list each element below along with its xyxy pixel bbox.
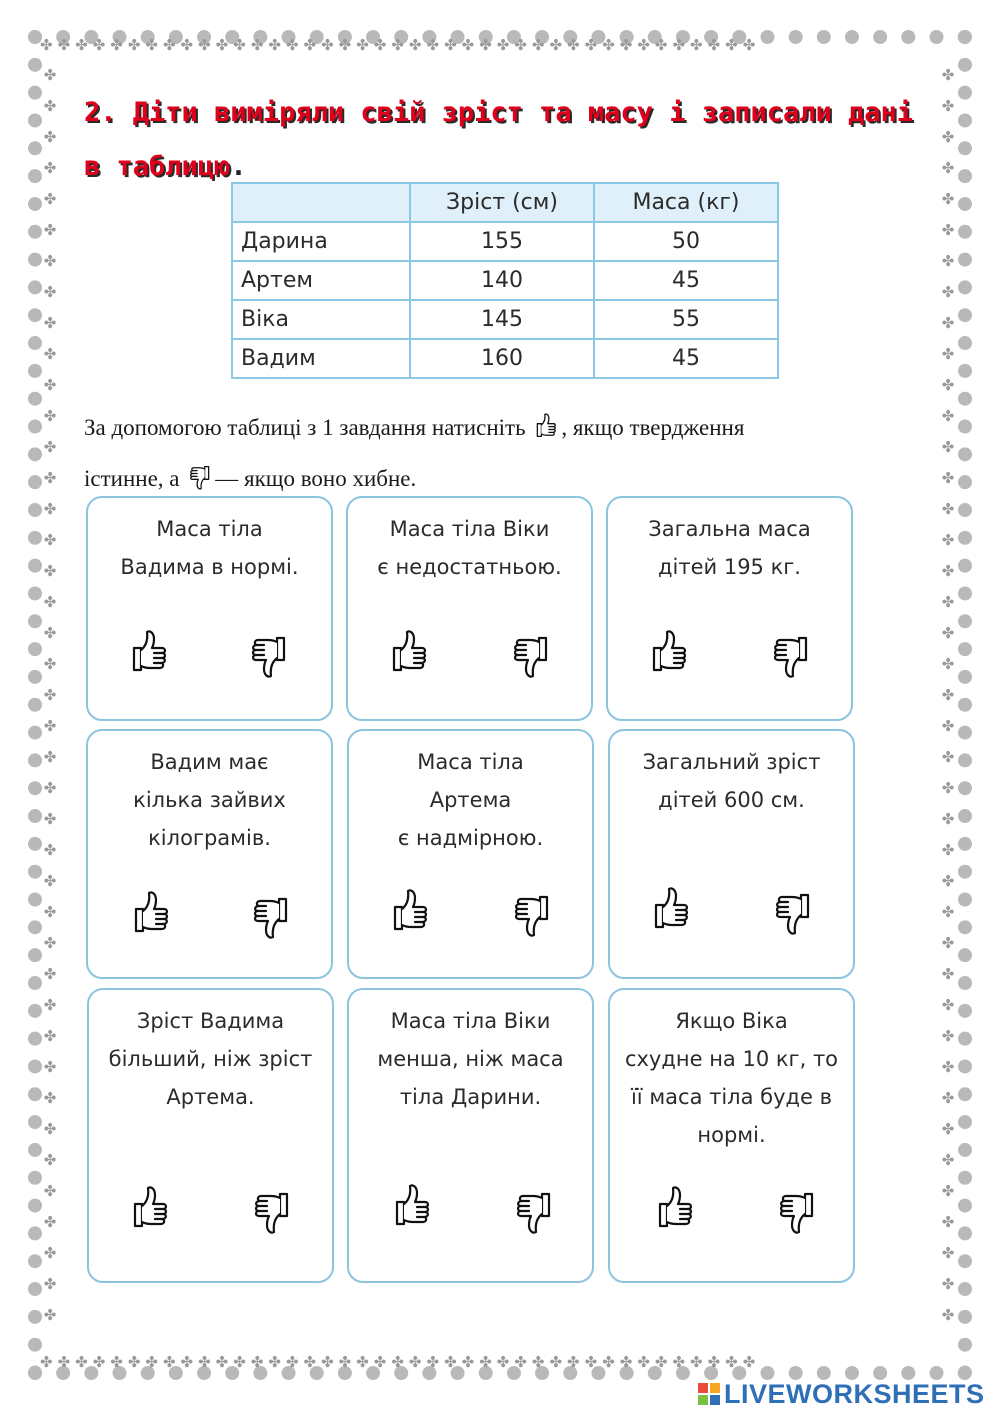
thumbs-up-icon [652, 1182, 698, 1234]
statement-text: Якщо Віка схудне на 10 кг, то її маса тіла буде в нормі. [624, 1009, 839, 1147]
border-pattern-right: ✤ ✤ ✤ ✤ ✤ ✤ ✤ ✤ ✤ ✤ ✤ ✤ ✤ ✤ ✤ ✤ ✤ ✤ ✤ ✤ ✤ ✤ ✤ ✤ ✤ ✤ ✤ ✤ ✤ ✤ ✤ ✤ ✤ ✤ ✤ ✤ ✤ ✤ ✤ ✤ ✤ [941, 66, 955, 1324]
thumbs-up-icon [648, 883, 694, 935]
table-row [232, 339, 778, 378]
table-row [232, 261, 778, 300]
border-pattern-top: ✤✤✤✤✤✤✤✤✤✤✤✤✤✤✤✤✤✤✤✤✤✤✤✤✤✤✤✤✤✤✤✤✤✤✤✤✤✤✤✤✤ [40, 36, 761, 54]
statement-card [86, 729, 333, 979]
statement-text: Загальна маса дітей 195 кг. [648, 517, 811, 579]
thumbs-up-icon [387, 885, 433, 937]
table-cell-height: 155 [410, 222, 594, 261]
thumbs-down-icon [246, 630, 292, 682]
false-button[interactable] [249, 1186, 295, 1238]
true-button[interactable] [648, 883, 694, 935]
table-cell-name: Вадим [232, 339, 410, 378]
false-button[interactable] [248, 891, 294, 943]
border-pattern-bottom: ✤✤✤✤✤✤✤✤✤✤✤✤✤✤✤✤✤✤✤✤✤✤✤✤✤✤✤✤✤✤✤✤✤✤✤✤✤✤✤✤✤ [40, 1353, 761, 1371]
table-header-cell [232, 183, 410, 222]
thumbs-down-icon [248, 891, 294, 943]
statement-text: Зріст Вадима більший, ніж зріст Артема. [108, 1009, 313, 1109]
logo-square-2 [710, 1383, 720, 1393]
table-cell-height: 160 [410, 339, 594, 378]
thumbs-down-icon [509, 889, 555, 941]
statement-card [608, 729, 855, 979]
false-button[interactable] [246, 630, 292, 682]
logo-mark-icon [698, 1383, 720, 1405]
statement-card [346, 496, 593, 721]
false-button[interactable] [511, 1186, 557, 1238]
table-header-height: Зріст (см) [410, 183, 594, 222]
logo-square-1 [698, 1383, 708, 1393]
table-cell-name: Віка [232, 300, 410, 339]
false-button[interactable] [508, 630, 554, 682]
statement-text: Маса тіла Віки є недостатньою. [377, 517, 562, 579]
thumbs-up-icon [389, 1180, 435, 1232]
thumbs-down-icon [774, 1186, 820, 1238]
table-cell-weight: 45 [594, 339, 778, 378]
instructions-part1: За допомогою таблиці з 1 завдання натисніть [84, 415, 526, 440]
table-cell-weight: 55 [594, 300, 778, 339]
thumbs-up-icon [128, 887, 174, 939]
table-cell-weight: 50 [594, 222, 778, 261]
statement-text: Маса тіла Віки менша, ніж маса тіла Дарини. [377, 1009, 564, 1109]
true-button[interactable] [387, 885, 433, 937]
true-button[interactable] [128, 887, 174, 939]
instructions-part3: істинне, а [84, 466, 180, 491]
statement-text: Маса тіла Артема є надмірною. [397, 750, 544, 850]
border-pattern-left: ✤ ✤ ✤ ✤ ✤ ✤ ✤ ✤ ✤ ✤ ✤ ✤ ✤ ✤ ✤ ✤ ✤ ✤ ✤ ✤ ✤ ✤ ✤ ✤ ✤ ✤ ✤ ✤ ✤ ✤ ✤ ✤ ✤ ✤ ✤ ✤ ✤ ✤ ✤ ✤ ✤ [43, 66, 57, 1324]
table-header-weight: Маса (кг) [594, 183, 778, 222]
true-button[interactable] [652, 1182, 698, 1234]
thumbs-down-icon [185, 459, 215, 489]
table-row [232, 300, 778, 339]
statement-card [87, 988, 334, 1283]
statement-card [347, 729, 594, 979]
statement-text: Вадим має кілька зайвих кілограмів. [133, 750, 286, 850]
true-button[interactable] [127, 1182, 173, 1234]
thumbs-down-icon [511, 1186, 557, 1238]
true-button[interactable] [389, 1180, 435, 1232]
thumbs-down-icon [770, 887, 816, 939]
statement-text: Маса тіла Вадима в нормі. [120, 517, 299, 579]
true-button[interactable] [126, 626, 172, 678]
false-button[interactable] [774, 1186, 820, 1238]
thumbs-down-icon [508, 630, 554, 682]
table-cell-height: 140 [410, 261, 594, 300]
true-button[interactable] [386, 626, 432, 678]
thumbs-up-icon [386, 626, 432, 678]
thumbs-down-icon [249, 1186, 295, 1238]
table-header-row [232, 183, 778, 222]
table-cell-name: Артем [232, 261, 410, 300]
table-cell-weight: 45 [594, 261, 778, 300]
statement-card [86, 496, 333, 721]
thumbs-up-icon [126, 626, 172, 678]
thumbs-up-icon [127, 1182, 173, 1234]
logo-text: LIVEWORKSHEETS [724, 1378, 985, 1409]
task-title-text: 2. Діти виміряли свій зріст та масу і записали дані в таблицю [84, 97, 914, 182]
task-title-dot: . [230, 151, 247, 182]
logo-square-3 [698, 1395, 708, 1405]
height-weight-table [231, 182, 779, 379]
table-row [232, 222, 778, 261]
logo-square-4 [710, 1395, 720, 1405]
thumbs-down-icon [768, 630, 814, 682]
table-cell-name: Дарина [232, 222, 410, 261]
instructions-part4: — якщо воно хибне. [215, 466, 417, 491]
instructions-part2: , якщо твердження [561, 415, 745, 440]
instructions [84, 402, 914, 504]
statement-text: Загальний зріст дітей 600 см. [642, 750, 821, 812]
table-cell-height: 145 [410, 300, 594, 339]
true-button[interactable] [646, 626, 692, 678]
statement-card [608, 988, 855, 1283]
false-button[interactable] [768, 630, 814, 682]
false-button[interactable] [509, 889, 555, 941]
false-button[interactable] [770, 887, 816, 939]
statement-card [347, 988, 594, 1283]
task-title [84, 86, 914, 194]
thumbs-up-icon [646, 626, 692, 678]
statement-card [606, 496, 853, 721]
liveworksheets-logo [698, 1378, 985, 1410]
thumbs-up-icon [531, 408, 561, 438]
